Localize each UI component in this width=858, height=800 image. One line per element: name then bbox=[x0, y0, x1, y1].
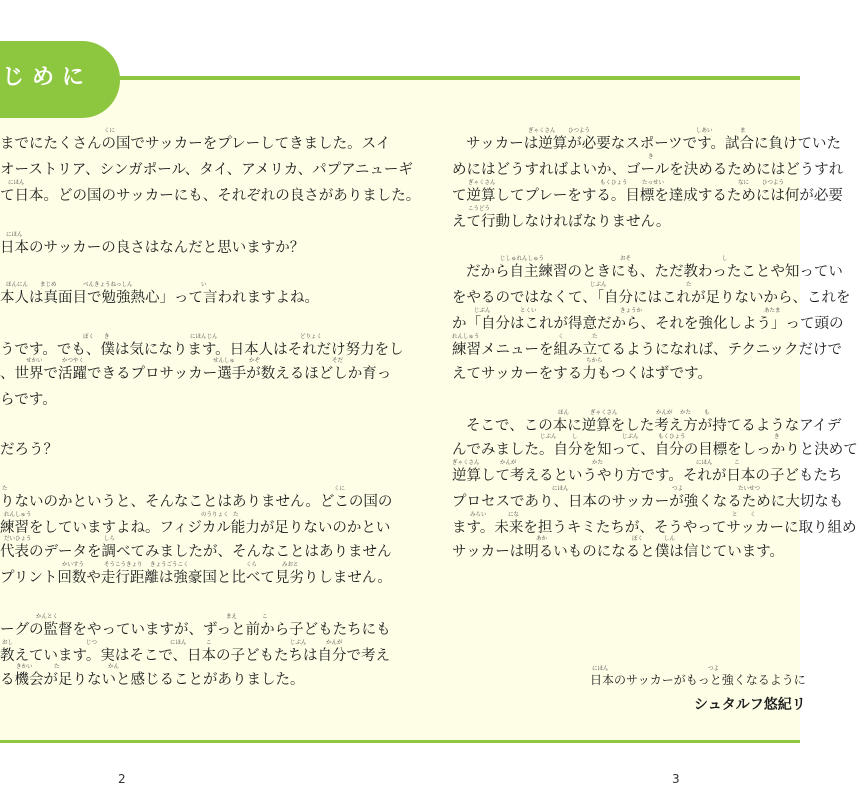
furigana: のうりょく bbox=[201, 512, 229, 518]
furigana: た bbox=[2, 486, 8, 492]
furigana: かいすう bbox=[62, 562, 85, 568]
furigana: ほんにん bbox=[6, 282, 29, 288]
left-line: 教えています。実はそこで、日本の子どもたちは自分で考え bbox=[0, 648, 391, 664]
furigana: き bbox=[104, 334, 110, 340]
furigana: つよ bbox=[708, 666, 720, 672]
furigana: くら bbox=[246, 562, 258, 568]
right-line: めにはどうすればよいか、ゴールを決めるためにはどうすれ bbox=[452, 162, 844, 178]
furigana: こうどう bbox=[468, 206, 491, 212]
furigana: ひつよう bbox=[762, 180, 785, 186]
furigana: しあい bbox=[696, 128, 713, 134]
left-line: ーグの監督をやっていますが、ずっと前から子どもたちにも bbox=[0, 622, 391, 638]
page-number-right: 3 bbox=[672, 772, 680, 786]
furigana: も bbox=[704, 410, 710, 416]
furigana: た bbox=[592, 334, 598, 340]
right-line: プロセスであり、日本のサッカーが強くなるために大切なも bbox=[452, 494, 844, 510]
furigana: かつやく bbox=[62, 358, 85, 364]
left-line: らです。 bbox=[0, 392, 57, 408]
furigana: にほん bbox=[696, 460, 713, 466]
furigana: ほん bbox=[558, 410, 570, 416]
furigana: もくひょう bbox=[600, 180, 628, 186]
furigana: たいせつ bbox=[738, 486, 761, 492]
right-line: 逆算して考えるというやり方です。それが日本の子どもたち bbox=[452, 468, 843, 484]
furigana: ぎゃくさん bbox=[468, 180, 496, 186]
left-line: だろう？ bbox=[0, 442, 58, 458]
furigana: せんしゅ bbox=[213, 358, 236, 364]
furigana: き bbox=[648, 154, 654, 160]
right-line: えて行動しなければなりません。 bbox=[452, 214, 671, 230]
furigana: ぎゃくさん bbox=[590, 410, 618, 416]
furigana: にほん bbox=[8, 180, 25, 186]
furigana: きょうごうこく bbox=[150, 562, 189, 568]
right-line: をやるのではなくて、「自分にはこれが足りないから、これを bbox=[452, 290, 851, 306]
right-line: サッカーは明るいものになると僕は信じています。 bbox=[452, 544, 785, 560]
furigana: た bbox=[686, 282, 692, 288]
furigana: べんきょうねっしん bbox=[83, 282, 133, 288]
left-line: 代表のデータを調べてみましたが、そんなことはありません bbox=[0, 544, 392, 560]
furigana: じぶん bbox=[540, 434, 557, 440]
section-heading: じめに bbox=[2, 65, 93, 90]
furigana: そうこうきょり bbox=[104, 562, 143, 568]
left-line: 日本のサッカーの良さはなんだと思いますか？ bbox=[0, 240, 305, 256]
furigana: とくい bbox=[520, 308, 537, 314]
furigana: ぎゃくさん bbox=[528, 128, 556, 134]
furigana: にほん bbox=[592, 666, 609, 672]
furigana: みらい bbox=[470, 512, 487, 518]
furigana: しら bbox=[104, 536, 116, 542]
furigana: ぼく bbox=[83, 334, 95, 340]
furigana: こ bbox=[734, 460, 740, 466]
furigana: みおと bbox=[282, 562, 299, 568]
furigana: きかい bbox=[16, 664, 33, 670]
furigana: もくひょう bbox=[658, 434, 686, 440]
furigana: ま bbox=[740, 128, 746, 134]
furigana: せかい bbox=[26, 358, 43, 364]
furigana: じぶん bbox=[474, 308, 491, 314]
furigana: にほん bbox=[6, 232, 23, 238]
author-name: シュタルフ悠紀リ bbox=[694, 697, 806, 713]
furigana: じぶん bbox=[622, 434, 639, 440]
furigana: かぞ bbox=[249, 358, 261, 364]
furigana: どりょく bbox=[300, 334, 323, 340]
furigana: だいひょう bbox=[4, 536, 32, 542]
furigana: そだ bbox=[332, 358, 344, 364]
furigana: こ bbox=[206, 640, 212, 646]
closing-line: 日本のサッカーがもっと強くなるように bbox=[590, 673, 806, 687]
left-line: 、世界で活躍できるプロサッカー選手が数えるほどしか育っ bbox=[0, 366, 392, 382]
furigana: い bbox=[201, 282, 207, 288]
furigana: じぶん bbox=[290, 640, 307, 646]
furigana: く bbox=[750, 512, 756, 518]
furigana: あか bbox=[536, 536, 548, 542]
furigana: にな bbox=[508, 512, 520, 518]
furigana: くに bbox=[334, 486, 346, 492]
left-line: までにたくさんの国でサッカーをプレーしてきました。スイ bbox=[0, 136, 391, 152]
furigana: かた bbox=[680, 410, 692, 416]
left-line: る機会が足りないと感じることがありました。 bbox=[0, 672, 305, 688]
furigana: にほん bbox=[170, 640, 187, 646]
left-line: 本人は真面目で勉強熱心」って言われますよね。 bbox=[0, 290, 319, 306]
furigana: た bbox=[233, 512, 239, 518]
furigana: じつ bbox=[86, 640, 98, 646]
page-number-left: 2 bbox=[118, 772, 126, 786]
furigana: ぼく bbox=[632, 536, 644, 542]
right-line: か「自分はこれが得意だから、それを強化しよう」って頭の bbox=[452, 316, 844, 332]
furigana: まえ bbox=[226, 614, 238, 620]
furigana: くに bbox=[104, 128, 116, 134]
furigana: まじめ bbox=[40, 282, 57, 288]
furigana: こ bbox=[262, 614, 268, 620]
left-line: うです。でも、僕は気になります。日本人はそれだけ努力をし bbox=[0, 342, 404, 358]
furigana: しん bbox=[664, 536, 676, 542]
furigana: きょうか bbox=[620, 308, 643, 314]
furigana: と bbox=[732, 512, 738, 518]
furigana: かんが bbox=[656, 410, 673, 416]
right-line: えてサッカーをする力もつくはずです。 bbox=[452, 366, 712, 382]
furigana: じぶん bbox=[590, 282, 607, 288]
left-line: て日本。どの国のサッカーにも、それぞれの良さがありました。 bbox=[0, 188, 421, 204]
left-line: 練習をしていますよね。フィジカル能力が足りないのかとい bbox=[0, 520, 391, 536]
furigana: かんが bbox=[500, 460, 517, 466]
furigana: にほんじん bbox=[190, 334, 218, 340]
right-line: て逆算してプレーをする。目標を達成するためには何が必要 bbox=[452, 188, 843, 204]
furigana: かん bbox=[108, 664, 120, 670]
right-line: 練習メニューを組み立てるようになれば、テクニックだけで bbox=[452, 342, 843, 358]
furigana: たっせい bbox=[642, 180, 665, 186]
furigana: つよ bbox=[672, 486, 684, 492]
right-line: だから自主練習のときにも、ただ教わったことや知ってい bbox=[466, 264, 843, 280]
furigana: にほん bbox=[552, 486, 569, 492]
left-line: プリント回数や走行距離は強豪国と比べて見劣りしません。 bbox=[0, 570, 392, 586]
furigana: き bbox=[774, 434, 780, 440]
right-line: そこで、この本に逆算をした考え方が持てるようなアイデ bbox=[466, 418, 842, 434]
left-line: りないのかというと、そんなことはありません。どこの国の bbox=[0, 494, 393, 510]
furigana: おそ bbox=[620, 256, 632, 262]
furigana: く bbox=[558, 334, 564, 340]
left-line: オーストリア、シンガポール、タイ、アメリカ、パプアニューギ bbox=[0, 162, 413, 178]
furigana: た bbox=[54, 664, 60, 670]
furigana: れんしゅう bbox=[4, 512, 32, 518]
right-line: ます。未来を担うキミたちが、そうやってサッカーに取り組め bbox=[452, 520, 857, 536]
furigana: し bbox=[722, 256, 728, 262]
right-line: サッカーは逆算が必要なスポーツです。試合に負けていた bbox=[466, 136, 841, 152]
furigana: し bbox=[572, 434, 578, 440]
furigana: ぎゃくさん bbox=[452, 460, 480, 466]
furigana: ちから bbox=[586, 358, 603, 364]
furigana: じしゅれんしゅう bbox=[500, 256, 545, 262]
furigana: れんしゅう bbox=[452, 334, 480, 340]
furigana: ひつよう bbox=[568, 128, 591, 134]
furigana: かんとく bbox=[36, 614, 59, 620]
furigana: おし bbox=[2, 640, 14, 646]
furigana: なに bbox=[738, 180, 750, 186]
furigana: かた bbox=[592, 460, 604, 466]
right-line: んでみました。自分を知って、自分の目標をしっかりと決めて bbox=[452, 442, 858, 458]
furigana: あたま bbox=[764, 308, 781, 314]
furigana: かんが bbox=[326, 640, 343, 646]
